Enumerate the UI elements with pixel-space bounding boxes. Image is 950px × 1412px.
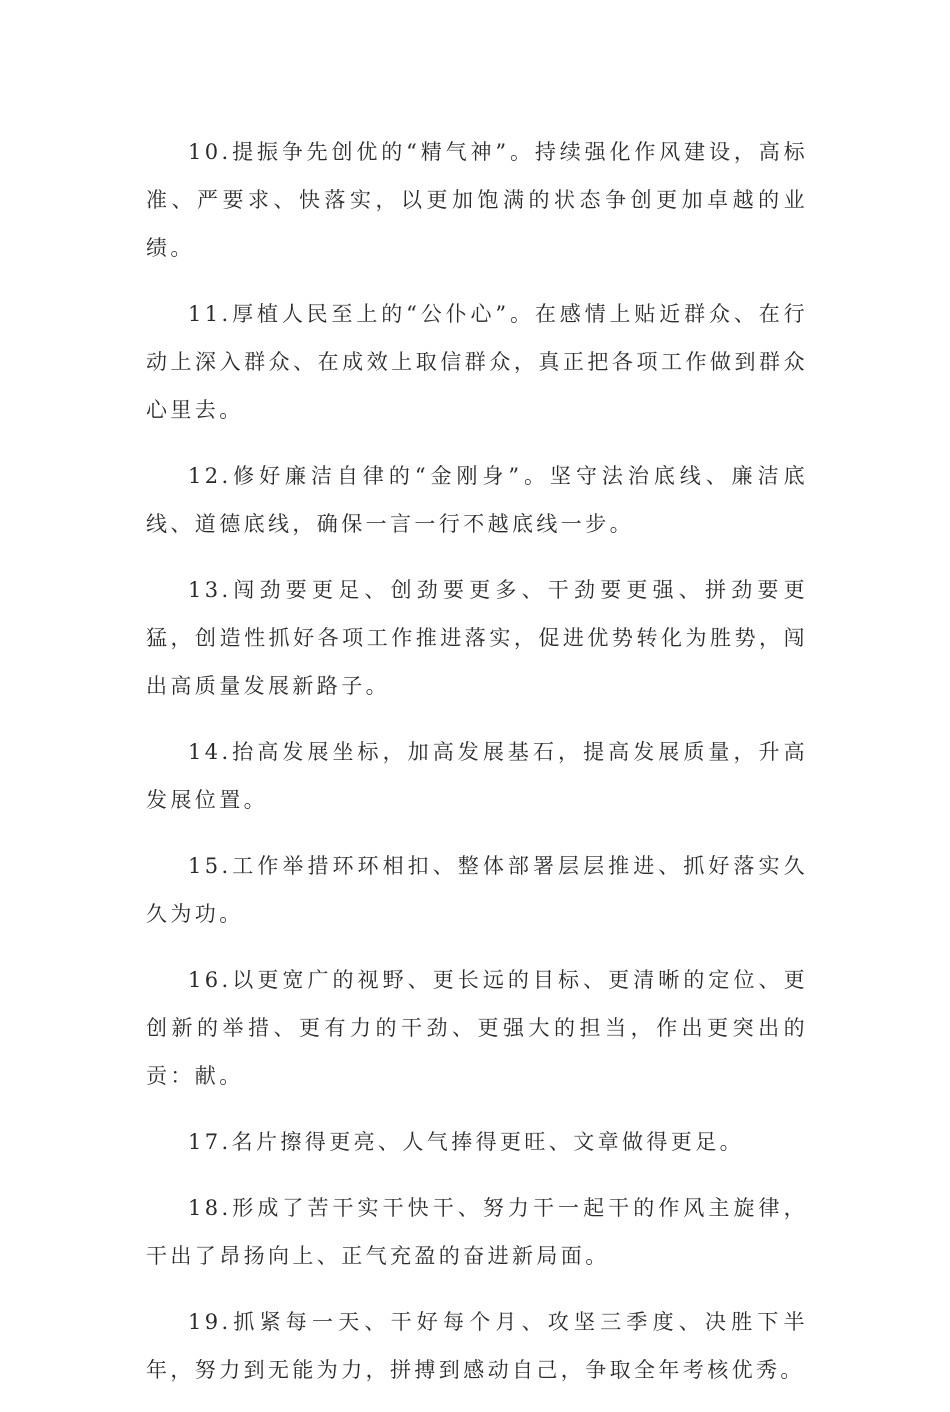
paragraph-11: 11.厚植人民至上的“公仆心”。在感情上贴近群众、在行动上深入群众、在成效上取信群众，真正把各项工作做到群众心里去。: [146, 302, 808, 422]
paragraph-19: 19.抓紧每一天、干好每个月、攻坚三季度、决胜下半年，努力到无能为力，拼搏到感动自己，争取全年考核优秀。: [146, 1310, 808, 1382]
paragraph-18: 18.形成了苦干实干快干、努力干一起干的作风主旋律，干出了昂扬向上、正气充盈的奋进新局面。: [146, 1196, 808, 1268]
paragraph-13: 13.闯劲要更足、创劲要更多、干劲要更强、拼劲要更猛，创造性抓好各项工作推进落实，促进优势转化为胜势，闯出高质量发展新路子。: [146, 578, 808, 698]
paragraph-12: 12.修好廉洁自律的“金刚身”。坚守法治底线、廉洁底线、道德底线，确保一言一行不越底线一步。: [146, 464, 808, 536]
paragraph-14: 14.抬高发展坐标，加高发展基石，提高发展质量，升高发展位置。: [146, 740, 808, 812]
paragraph-16: 16.以更宽广的视野、更长远的目标、更清晰的定位、更创新的举措、更有力的干劲、更强大的担当，作出更突出的贡：献。: [146, 968, 808, 1088]
document-body: [146, 128, 808, 1412]
paragraph-17: 17.名片擦得更亮、人气捧得更旺、文章做得更足。: [188, 1130, 744, 1154]
paragraph-10: 10.提振争先创优的“精气神”。持续强化作风建设，高标准、严要求、快落实，以更加饱满的状态争创更加卓越的业绩。: [146, 140, 808, 260]
paragraph-15: 15.工作举措环环相扣、整体部署层层推进、抓好落实久久为功。: [146, 854, 808, 926]
